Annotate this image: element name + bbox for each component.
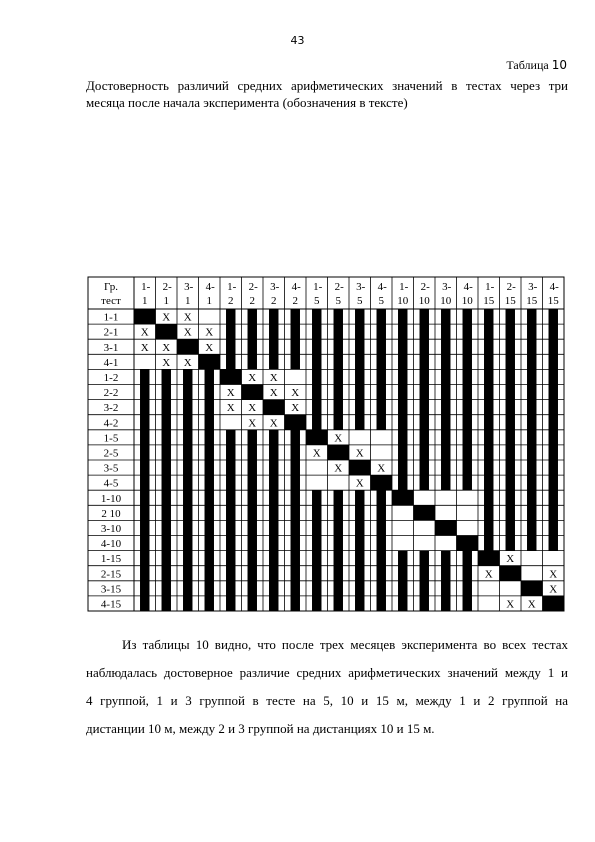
- significance-mark: X: [205, 341, 214, 354]
- column-header-top: 3-: [184, 281, 194, 293]
- body-paragraph: [86, 631, 568, 743]
- row-header: 3-15: [100, 583, 122, 596]
- row-header: 4-5: [103, 477, 119, 490]
- column-header-bottom: 15: [526, 295, 538, 307]
- column-header-bottom: 2: [271, 295, 277, 307]
- row-header: 1-2: [103, 372, 119, 384]
- corner-header-group: Гр.: [104, 281, 118, 293]
- column-header-top: 4-: [463, 281, 473, 293]
- table-label-prefix: Таблица: [506, 58, 552, 72]
- body-line-3: 4 группой, 1 и 3 группой в тесте на 5, 10 и 15 м, между 1 и 2 группой на: [86, 693, 568, 708]
- column-header-top: 4-: [291, 281, 301, 293]
- body-line-1: Из таблицы 10 видно, что после трех месяцев эксперимента во всех тестах: [122, 637, 568, 652]
- diagonal-cell: [543, 596, 565, 611]
- column-header-bottom: 15: [504, 295, 516, 307]
- significance-table: [87, 276, 565, 612]
- column-header-bottom: 1: [206, 295, 212, 307]
- diagonal-cell: [457, 536, 479, 551]
- column-header-top: 1-: [485, 281, 495, 293]
- diagonal-cell: [220, 369, 242, 384]
- column-header-top: 2-: [162, 281, 172, 293]
- significance-mark: X: [291, 387, 300, 400]
- row-header: 1-5: [103, 432, 119, 445]
- column-header-bottom: 5: [378, 295, 384, 307]
- diagonal-cell: [134, 309, 156, 324]
- column-header-bottom: 10: [440, 295, 452, 307]
- significance-mark: X: [183, 311, 192, 324]
- significance-mark: X: [312, 447, 321, 460]
- diagonal-cell: [199, 354, 221, 369]
- table-label: [506, 58, 567, 73]
- row-header: 4-10: [100, 538, 122, 551]
- significance-mark: X: [162, 311, 171, 324]
- significance-mark: X: [527, 598, 536, 611]
- column-header-bottom: 10: [418, 295, 430, 307]
- significance-mark: X: [549, 568, 558, 581]
- column-header-top: 4-: [205, 281, 215, 293]
- diagonal-cell: [371, 475, 393, 490]
- row-header: 2 10: [101, 507, 121, 520]
- column-header-top: 3-: [528, 281, 538, 293]
- significance-mark: X: [205, 326, 214, 339]
- significance-mark: X: [140, 341, 149, 354]
- row-header: 1-10: [100, 492, 122, 505]
- column-header-bottom: 15: [547, 295, 559, 307]
- column-header-top: 2-: [506, 281, 516, 293]
- column-header-bottom: 15: [483, 295, 495, 307]
- row-header: 2-1: [103, 326, 119, 339]
- diagonal-cell: [328, 445, 350, 460]
- column-header-top: 2-: [248, 281, 258, 293]
- diagonal-cell: [521, 581, 543, 596]
- column-header-top: 3-: [270, 281, 280, 293]
- column-header-top: 4-: [549, 281, 559, 293]
- caption-line-2: месяца после начала эксперимента (обозначения в тексте): [86, 95, 408, 110]
- table-label-number: 10: [551, 58, 567, 72]
- diagonal-cell: [392, 490, 414, 505]
- row-header: 4-15: [100, 598, 122, 611]
- significance-mark: X: [355, 447, 364, 460]
- significance-mark: X: [226, 402, 235, 415]
- page-number: 43: [290, 34, 305, 47]
- diagonal-cell: [177, 339, 199, 354]
- caption-line-1: Достоверность различий средних арифметических значений в тестах через три: [86, 78, 568, 93]
- significance-mark: X: [162, 356, 171, 369]
- diagonal-cell: [285, 415, 307, 430]
- row-header: 4-2: [103, 417, 119, 430]
- body-line-2: наблюдалась достоверное различие средних арифметических значений между 1 и: [86, 665, 568, 680]
- significance-mark: X: [183, 326, 192, 339]
- row-header: 3-5: [103, 462, 119, 475]
- corner-header-test: тест: [101, 295, 121, 307]
- column-header-bottom: 1: [163, 295, 169, 307]
- column-header-top: 1-: [313, 281, 323, 293]
- significance-mark: X: [140, 326, 149, 339]
- significance-mark: X: [334, 462, 343, 475]
- column-header-top: 2-: [420, 281, 430, 293]
- row-header: 2-2: [103, 387, 119, 400]
- column-header-bottom: 5: [314, 295, 320, 307]
- diagonal-cell: [263, 400, 285, 415]
- significance-mark: X: [248, 417, 257, 430]
- column-header-bottom: 5: [357, 295, 363, 307]
- row-header: 3-1: [103, 341, 119, 354]
- significance-mark: X: [506, 553, 515, 566]
- column-header-top: 1-: [141, 281, 151, 293]
- column-header-bottom: 1: [142, 295, 148, 307]
- significance-mark: X: [269, 372, 278, 384]
- row-header: 3-10: [100, 523, 122, 535]
- diagonal-cell: [349, 460, 371, 475]
- column-header-bottom: 10: [397, 295, 409, 307]
- row-header: 2-5: [103, 447, 119, 460]
- column-header-top: 4-: [377, 281, 387, 293]
- row-header: 4-1: [103, 356, 119, 369]
- significance-mark: X: [183, 356, 192, 369]
- row-header: 3-2: [103, 402, 119, 415]
- significance-mark: X: [506, 598, 515, 611]
- column-header-top: 2-: [334, 281, 344, 293]
- column-header-top: 1-: [399, 281, 409, 293]
- column-header-bottom: 10: [461, 295, 473, 307]
- diagonal-cell: [500, 566, 522, 581]
- significance-mark: X: [248, 402, 257, 415]
- row-header: 2-15: [100, 568, 122, 581]
- column-header-bottom: 2: [292, 295, 298, 307]
- diagonal-cell: [435, 520, 457, 535]
- significance-mark: X: [248, 372, 257, 384]
- row-header: 1-15: [100, 553, 122, 566]
- significance-mark: X: [549, 583, 558, 596]
- body-line-4: дистанции 10 м, между 2 и 3 группой на дистанциях 10 и 15 м.: [86, 721, 435, 736]
- significance-mark: X: [269, 387, 278, 400]
- column-header-top: 3-: [356, 281, 366, 293]
- significance-mark: X: [377, 462, 386, 475]
- column-header-bottom: 1: [185, 295, 191, 307]
- diagonal-cell: [156, 324, 178, 339]
- significance-mark: X: [484, 568, 493, 581]
- column-header-top: 1-: [227, 281, 237, 293]
- significance-mark: X: [334, 432, 343, 445]
- significance-mark: X: [226, 387, 235, 400]
- significance-mark: X: [291, 402, 300, 415]
- diagonal-cell: [306, 430, 328, 445]
- significance-mark: X: [162, 341, 171, 354]
- diagonal-cell: [414, 505, 436, 520]
- diagonal-cell: [242, 385, 264, 400]
- column-header-bottom: 2: [249, 295, 255, 307]
- significance-mark: X: [355, 477, 364, 490]
- row-header: 1-1: [103, 311, 119, 324]
- significance-mark: X: [269, 417, 278, 430]
- diagonal-cell: [478, 551, 500, 566]
- column-header-bottom: 2: [228, 295, 234, 307]
- column-header-bottom: 5: [335, 295, 341, 307]
- column-header-top: 3-: [442, 281, 452, 293]
- table-caption: [86, 77, 568, 111]
